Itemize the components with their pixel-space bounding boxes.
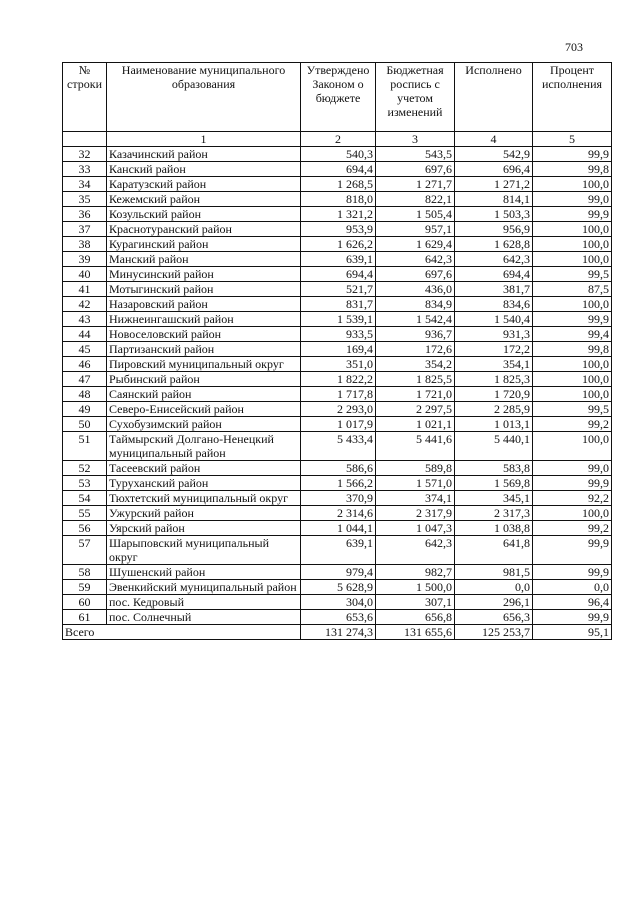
municipality-name: Назаровский район	[107, 297, 301, 312]
executed-value: 956,9	[455, 222, 533, 237]
executed-value: 172,2	[455, 342, 533, 357]
executed-value: 696,4	[455, 162, 533, 177]
schedule-value: 5 441,6	[376, 432, 455, 461]
approved-value: 953,9	[301, 222, 376, 237]
schedule-value: 656,8	[376, 610, 455, 625]
approved-value: 1 822,2	[301, 372, 376, 387]
row-number: 60	[63, 595, 107, 610]
approved-value: 169,4	[301, 342, 376, 357]
municipality-name: Мотыгинский район	[107, 282, 301, 297]
table-row	[63, 521, 612, 536]
approved-value: 979,4	[301, 565, 376, 580]
municipality-name: Северо-Енисейский район	[107, 402, 301, 417]
approved-value: 5 628,9	[301, 580, 376, 595]
municipality-name: Уярский район	[107, 521, 301, 536]
percent-value: 100,0	[533, 252, 612, 267]
column-number: 1	[107, 132, 301, 147]
schedule-value: 1 629,4	[376, 237, 455, 252]
table-row	[63, 357, 612, 372]
schedule-value: 642,3	[376, 536, 455, 565]
schedule-value: 642,3	[376, 252, 455, 267]
municipality-name: Краснотуранский район	[107, 222, 301, 237]
percent-value: 100,0	[533, 222, 612, 237]
schedule-value: 543,5	[376, 147, 455, 162]
executed-value: 1 628,8	[455, 237, 533, 252]
schedule-value: 1 047,3	[376, 521, 455, 536]
percent-value: 99,9	[533, 536, 612, 565]
row-number: 59	[63, 580, 107, 595]
percent-value: 99,9	[533, 610, 612, 625]
executed-value: 2 317,3	[455, 506, 533, 521]
municipality-name: Казачинский район	[107, 147, 301, 162]
percent-value: 99,9	[533, 476, 612, 491]
municipality-name: Ужурский район	[107, 506, 301, 521]
percent-value: 99,5	[533, 402, 612, 417]
schedule-value: 307,1	[376, 595, 455, 610]
executed-value: 694,4	[455, 267, 533, 282]
percent-value: 99,2	[533, 521, 612, 536]
approved-value: 694,4	[301, 267, 376, 282]
percent-value: 100,0	[533, 506, 612, 521]
approved-value: 1 626,2	[301, 237, 376, 252]
total-percent: 95,1	[533, 625, 612, 640]
executed-value: 0,0	[455, 580, 533, 595]
table-row	[63, 372, 612, 387]
table-row	[63, 536, 612, 565]
table-row	[63, 491, 612, 506]
executed-value: 814,1	[455, 192, 533, 207]
table-row	[63, 565, 612, 580]
percent-value: 99,0	[533, 192, 612, 207]
table-row	[63, 417, 612, 432]
table-row	[63, 342, 612, 357]
approved-value: 2 293,0	[301, 402, 376, 417]
header-percent: Процент исполнения	[533, 63, 612, 132]
percent-value: 99,8	[533, 342, 612, 357]
row-number: 53	[63, 476, 107, 491]
schedule-value: 2 297,5	[376, 402, 455, 417]
table-row	[63, 506, 612, 521]
approved-value: 521,7	[301, 282, 376, 297]
municipality-name: Тюхтетский муниципальный округ	[107, 491, 301, 506]
table-row	[63, 267, 612, 282]
approved-value: 1 268,5	[301, 177, 376, 192]
approved-value: 639,1	[301, 252, 376, 267]
schedule-value: 374,1	[376, 491, 455, 506]
budget-execution-table	[62, 62, 612, 640]
approved-value: 933,5	[301, 327, 376, 342]
approved-value: 1 017,9	[301, 417, 376, 432]
approved-value: 1 044,1	[301, 521, 376, 536]
municipality-name: Каратузский район	[107, 177, 301, 192]
municipality-name: Нижнеингашский район	[107, 312, 301, 327]
municipality-name: Шушенский район	[107, 565, 301, 580]
schedule-value: 2 317,9	[376, 506, 455, 521]
approved-value: 639,1	[301, 536, 376, 565]
executed-value: 1 825,3	[455, 372, 533, 387]
municipality-name: пос. Солнечный	[107, 610, 301, 625]
schedule-value: 1 721,0	[376, 387, 455, 402]
row-number: 43	[63, 312, 107, 327]
municipality-name: Манский район	[107, 252, 301, 267]
schedule-value: 1 271,7	[376, 177, 455, 192]
approved-value: 351,0	[301, 357, 376, 372]
executed-value: 354,1	[455, 357, 533, 372]
row-number: 58	[63, 565, 107, 580]
table-row	[63, 476, 612, 491]
header-executed: Исполнено	[455, 63, 533, 132]
row-number: 51	[63, 432, 107, 461]
total-label: Всего	[63, 625, 301, 640]
table-row	[63, 327, 612, 342]
row-number: 37	[63, 222, 107, 237]
table-row	[63, 312, 612, 327]
schedule-value: 1 500,0	[376, 580, 455, 595]
header-municipality-name: Наименование муниципального образования	[107, 63, 301, 132]
row-number: 54	[63, 491, 107, 506]
table-row	[63, 595, 612, 610]
approved-value: 1 566,2	[301, 476, 376, 491]
executed-value: 345,1	[455, 491, 533, 506]
executed-value: 1 013,1	[455, 417, 533, 432]
schedule-value: 957,1	[376, 222, 455, 237]
row-number: 55	[63, 506, 107, 521]
approved-value: 1 539,1	[301, 312, 376, 327]
row-number: 39	[63, 252, 107, 267]
row-number: 35	[63, 192, 107, 207]
column-number-row	[63, 132, 612, 147]
schedule-value: 834,9	[376, 297, 455, 312]
executed-value: 381,7	[455, 282, 533, 297]
approved-value: 370,9	[301, 491, 376, 506]
schedule-value: 354,2	[376, 357, 455, 372]
header-approved: Утверждено Законом о бюджете	[301, 63, 376, 132]
schedule-value: 172,6	[376, 342, 455, 357]
row-number: 52	[63, 461, 107, 476]
approved-value: 818,0	[301, 192, 376, 207]
percent-value: 99,9	[533, 147, 612, 162]
row-number: 44	[63, 327, 107, 342]
municipality-name: Таймырский Долгано-Ненецкий муниципальный район	[107, 432, 301, 461]
approved-value: 694,4	[301, 162, 376, 177]
total-row	[63, 625, 612, 640]
schedule-value: 1 021,1	[376, 417, 455, 432]
executed-value: 2 285,9	[455, 402, 533, 417]
schedule-value: 822,1	[376, 192, 455, 207]
row-number: 50	[63, 417, 107, 432]
percent-value: 0,0	[533, 580, 612, 595]
percent-value: 100,0	[533, 297, 612, 312]
column-number: 2	[301, 132, 376, 147]
row-number: 49	[63, 402, 107, 417]
schedule-value: 936,7	[376, 327, 455, 342]
table-row	[63, 162, 612, 177]
row-number: 48	[63, 387, 107, 402]
executed-value: 641,8	[455, 536, 533, 565]
municipality-name: Эвенкийский муниципальный район	[107, 580, 301, 595]
percent-value: 99,4	[533, 327, 612, 342]
executed-value: 834,6	[455, 297, 533, 312]
percent-value: 99,9	[533, 312, 612, 327]
total-approved: 131 274,3	[301, 625, 376, 640]
municipality-name: Туруханский район	[107, 476, 301, 491]
table-row	[63, 580, 612, 595]
table-row	[63, 402, 612, 417]
percent-value: 100,0	[533, 432, 612, 461]
municipality-name: Курагинский район	[107, 237, 301, 252]
table-row	[63, 297, 612, 312]
schedule-value: 697,6	[376, 162, 455, 177]
executed-value: 1 720,9	[455, 387, 533, 402]
schedule-value: 982,7	[376, 565, 455, 580]
total-schedule: 131 655,6	[376, 625, 455, 640]
table-row	[63, 207, 612, 222]
executed-value: 931,3	[455, 327, 533, 342]
page-number: 703	[565, 40, 583, 54]
executed-value: 642,3	[455, 252, 533, 267]
executed-value: 583,8	[455, 461, 533, 476]
municipality-name: Партизанский район	[107, 342, 301, 357]
municipality-name: пос. Кедровый	[107, 595, 301, 610]
row-number: 61	[63, 610, 107, 625]
municipality-name: Козульский район	[107, 207, 301, 222]
municipality-name: Рыбинский район	[107, 372, 301, 387]
executed-value: 1 038,8	[455, 521, 533, 536]
column-number: 4	[455, 132, 533, 147]
column-number-spacer	[63, 132, 107, 147]
table-row	[63, 192, 612, 207]
row-number: 33	[63, 162, 107, 177]
executed-value: 1 569,8	[455, 476, 533, 491]
executed-value: 296,1	[455, 595, 533, 610]
approved-value: 586,6	[301, 461, 376, 476]
table-header-row	[63, 63, 612, 132]
approved-value: 653,6	[301, 610, 376, 625]
table-row	[63, 222, 612, 237]
percent-value: 99,8	[533, 162, 612, 177]
percent-value: 100,0	[533, 372, 612, 387]
schedule-value: 1 571,0	[376, 476, 455, 491]
schedule-value: 697,6	[376, 267, 455, 282]
percent-value: 100,0	[533, 387, 612, 402]
table-body	[63, 147, 612, 625]
row-number: 47	[63, 372, 107, 387]
approved-value: 831,7	[301, 297, 376, 312]
municipality-name: Кежемский район	[107, 192, 301, 207]
schedule-value: 589,8	[376, 461, 455, 476]
percent-value: 100,0	[533, 357, 612, 372]
percent-value: 99,9	[533, 565, 612, 580]
row-number: 32	[63, 147, 107, 162]
executed-value: 1 540,4	[455, 312, 533, 327]
executed-value: 981,5	[455, 565, 533, 580]
table-row	[63, 177, 612, 192]
approved-value: 540,3	[301, 147, 376, 162]
municipality-name: Тасеевский район	[107, 461, 301, 476]
row-number: 41	[63, 282, 107, 297]
municipality-name: Сухобузимский район	[107, 417, 301, 432]
municipality-name: Новоселовский район	[107, 327, 301, 342]
approved-value: 5 433,4	[301, 432, 376, 461]
schedule-value: 1 542,4	[376, 312, 455, 327]
table-row	[63, 461, 612, 476]
column-number: 5	[533, 132, 612, 147]
row-number: 56	[63, 521, 107, 536]
percent-value: 99,5	[533, 267, 612, 282]
schedule-value: 1 505,4	[376, 207, 455, 222]
schedule-value: 1 825,5	[376, 372, 455, 387]
municipality-name: Шарыповский муниципальный округ	[107, 536, 301, 565]
approved-value: 2 314,6	[301, 506, 376, 521]
executed-value: 5 440,1	[455, 432, 533, 461]
column-number: 3	[376, 132, 455, 147]
table-row	[63, 252, 612, 267]
approved-value: 304,0	[301, 595, 376, 610]
percent-value: 87,5	[533, 282, 612, 297]
percent-value: 99,9	[533, 207, 612, 222]
table-row	[63, 610, 612, 625]
municipality-name: Саянский район	[107, 387, 301, 402]
header-budget-schedule: Бюджетная роспись с учетом изменений	[376, 63, 455, 132]
row-number: 34	[63, 177, 107, 192]
header-row-number: № строки	[63, 63, 107, 132]
table-row	[63, 282, 612, 297]
municipality-name: Канский район	[107, 162, 301, 177]
percent-value: 96,4	[533, 595, 612, 610]
approved-value: 1 717,8	[301, 387, 376, 402]
table-row	[63, 147, 612, 162]
table-row	[63, 432, 612, 461]
row-number: 46	[63, 357, 107, 372]
approved-value: 1 321,2	[301, 207, 376, 222]
row-number: 45	[63, 342, 107, 357]
row-number: 57	[63, 536, 107, 565]
percent-value: 100,0	[533, 177, 612, 192]
percent-value: 99,0	[533, 461, 612, 476]
executed-value: 542,9	[455, 147, 533, 162]
total-executed: 125 253,7	[455, 625, 533, 640]
percent-value: 92,2	[533, 491, 612, 506]
executed-value: 1 503,3	[455, 207, 533, 222]
schedule-value: 436,0	[376, 282, 455, 297]
table-row	[63, 387, 612, 402]
row-number: 38	[63, 237, 107, 252]
municipality-name: Минусинский район	[107, 267, 301, 282]
executed-value: 656,3	[455, 610, 533, 625]
executed-value: 1 271,2	[455, 177, 533, 192]
row-number: 42	[63, 297, 107, 312]
municipality-name: Пировский муниципальный округ	[107, 357, 301, 372]
percent-value: 100,0	[533, 237, 612, 252]
table-row	[63, 237, 612, 252]
row-number: 36	[63, 207, 107, 222]
row-number: 40	[63, 267, 107, 282]
percent-value: 99,2	[533, 417, 612, 432]
